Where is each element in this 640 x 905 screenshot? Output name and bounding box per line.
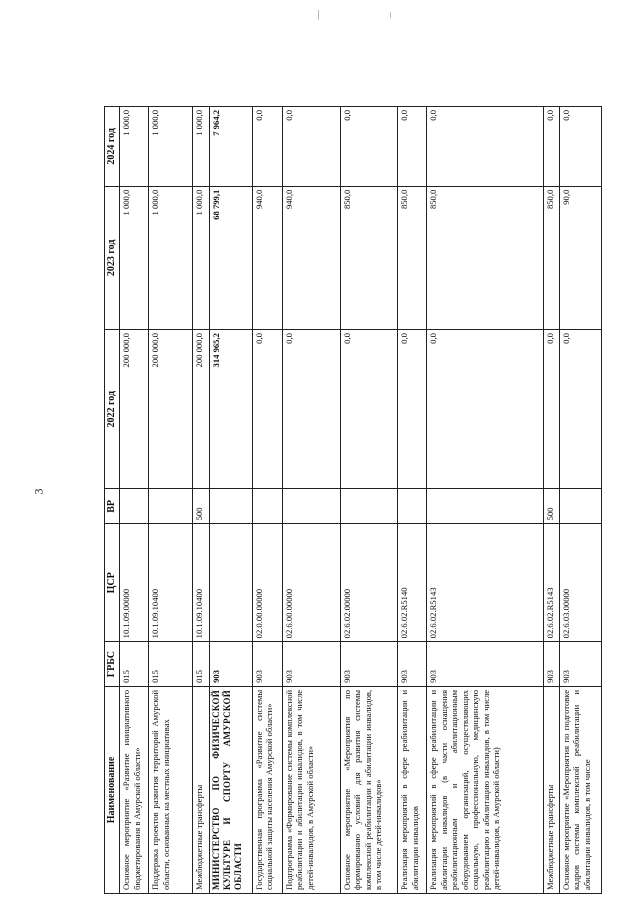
row-value-2022: 200 000,0 bbox=[149, 330, 193, 489]
table-row bbox=[427, 107, 544, 894]
row-value-2022: 200 000,0 bbox=[193, 330, 209, 489]
table-row bbox=[559, 107, 601, 894]
row-vr: 500 bbox=[193, 489, 209, 524]
row-value-2022: 0,0 bbox=[282, 330, 340, 489]
row-value-2023: 68 799,1 bbox=[209, 186, 252, 329]
row-csr: 02.0.00.00000 bbox=[252, 524, 282, 642]
row-value-2024: 1 000,0 bbox=[193, 107, 209, 187]
row-vr bbox=[120, 489, 149, 524]
row-value-2023: 90,0 bbox=[559, 186, 601, 329]
row-value-2023: 850,0 bbox=[398, 186, 427, 329]
row-vr bbox=[209, 489, 252, 524]
row-value-2022: 0,0 bbox=[543, 330, 559, 489]
row-grbs: 015 bbox=[149, 642, 193, 687]
row-csr: 02.6.03.00000 bbox=[559, 524, 601, 642]
row-value-2023: 940,0 bbox=[252, 186, 282, 329]
header-2022: 2022 год bbox=[105, 330, 120, 489]
row-value-2024: 0,0 bbox=[282, 107, 340, 187]
row-name: Основное мероприятие «Мероприятия по формированию условий для развития системы комплексной реабилитации и абилитации инвалидов, в том числе детей-инвалидов» bbox=[340, 686, 398, 893]
row-value-2024: 0,0 bbox=[398, 107, 427, 187]
row-vr: 500 bbox=[543, 489, 559, 524]
table-row bbox=[398, 107, 427, 894]
row-value-2022: 0,0 bbox=[559, 330, 601, 489]
row-grbs: 903 bbox=[427, 642, 544, 687]
row-grbs: 903 bbox=[543, 642, 559, 687]
table-row bbox=[120, 107, 149, 894]
row-name: МИНИСТЕРСТВО ПО ФИЗИЧЕСКОЙ КУЛЬТУРЕ И СПОРТУ АМУРСКОЙ ОБЛАСТИ bbox=[209, 686, 252, 893]
header-2024: 2024 год bbox=[105, 107, 120, 187]
row-csr: 10.1.09.00000 bbox=[120, 524, 149, 642]
row-value-2022: 0,0 bbox=[252, 330, 282, 489]
row-csr: 02.6.00.00000 bbox=[282, 524, 340, 642]
header-name: Наименование bbox=[105, 686, 120, 893]
row-name: Поддержка проектов развития территорий Амурской области, основанных на местных инициативах bbox=[149, 686, 193, 893]
row-vr bbox=[252, 489, 282, 524]
table-row bbox=[252, 107, 282, 894]
row-name: Межбюджетные трансферты bbox=[193, 686, 209, 893]
row-grbs: 903 bbox=[282, 642, 340, 687]
row-vr bbox=[559, 489, 601, 524]
row-value-2023: 850,0 bbox=[543, 186, 559, 329]
row-csr bbox=[209, 524, 252, 642]
row-value-2024: 1 000,0 bbox=[149, 107, 193, 187]
page-number: 3 bbox=[31, 488, 46, 495]
table-header-row bbox=[105, 107, 120, 894]
row-name: Основное мероприятие «Мероприятия по подготовке кадров системы комплексной реабилитации и абилитации инвалидов, в том числе bbox=[559, 686, 601, 893]
row-value-2022: 200 000,0 bbox=[120, 330, 149, 489]
row-value-2022: 0,0 bbox=[427, 330, 544, 489]
row-name: Государственная программа «Развитие системы социальной защиты населения Амурской области» bbox=[252, 686, 282, 893]
row-csr: 02.6.02.00000 bbox=[340, 524, 398, 642]
row-grbs: 903 bbox=[209, 642, 252, 687]
row-value-2024: 0,0 bbox=[252, 107, 282, 187]
row-vr bbox=[340, 489, 398, 524]
row-grbs: 015 bbox=[193, 642, 209, 687]
row-vr bbox=[427, 489, 544, 524]
row-csr: 02.6.02.R5143 bbox=[427, 524, 544, 642]
budget-table bbox=[104, 106, 602, 894]
row-name: Реализация мероприятий в сфере реабилитации и абилитации инвалидов bbox=[398, 686, 427, 893]
row-value-2023: 1 000,0 bbox=[149, 186, 193, 329]
row-csr: 10.1.09.10400 bbox=[193, 524, 209, 642]
row-value-2024: 0,0 bbox=[543, 107, 559, 187]
row-value-2022: 0,0 bbox=[398, 330, 427, 489]
table-row bbox=[149, 107, 193, 894]
table-row bbox=[193, 107, 209, 894]
row-grbs: 015 bbox=[120, 642, 149, 687]
row-value-2022: 0,0 bbox=[340, 330, 398, 489]
row-vr bbox=[282, 489, 340, 524]
row-value-2024: 0,0 bbox=[340, 107, 398, 187]
row-name: Межбюджетные трансферты bbox=[543, 686, 559, 893]
table-row bbox=[282, 107, 340, 894]
row-name: Подпрограмма «Формирование системы комплексной реабилитации и абилитации инвалидов, в том числе детей-инвалидов, в Амурской области» bbox=[282, 686, 340, 893]
header-vr: ВР bbox=[105, 489, 120, 524]
row-vr bbox=[398, 489, 427, 524]
table-row bbox=[543, 107, 559, 894]
row-value-2023: 1 000,0 bbox=[120, 186, 149, 329]
row-value-2023: 940,0 bbox=[282, 186, 340, 329]
row-grbs: 903 bbox=[398, 642, 427, 687]
row-grbs: 903 bbox=[252, 642, 282, 687]
table-row bbox=[340, 107, 398, 894]
header-grbs: ГРБС bbox=[105, 642, 120, 687]
row-grbs: 903 bbox=[559, 642, 601, 687]
row-vr bbox=[149, 489, 193, 524]
scan-mark bbox=[390, 12, 391, 18]
row-csr: 02.6.02.R5143 bbox=[543, 524, 559, 642]
row-value-2024: 0,0 bbox=[559, 107, 601, 187]
row-csr: 02.6.02.R5140 bbox=[398, 524, 427, 642]
row-value-2024: 1 000,0 bbox=[120, 107, 149, 187]
row-csr: 10.1.09.10400 bbox=[149, 524, 193, 642]
row-value-2023: 850,0 bbox=[427, 186, 544, 329]
row-grbs: 903 bbox=[340, 642, 398, 687]
scan-mark bbox=[318, 10, 319, 20]
table-row bbox=[209, 107, 252, 894]
row-value-2023: 850,0 bbox=[340, 186, 398, 329]
rotated-table-container bbox=[104, 106, 602, 894]
row-value-2022: 314 965,2 bbox=[209, 330, 252, 489]
row-value-2023: 1 000,0 bbox=[193, 186, 209, 329]
row-name: Реализация мероприятий в сфере реабилитации и абилитации инвалидов (в части оснащения реабилитационным и абилитационным оборудованием организаций, осуществляющих социальную, профессиональную, медицинскую реабилитацию и абилитацию инвалидов, в том числе детей-инвалидов, в Амурской области) bbox=[427, 686, 544, 893]
header-2023: 2023 год bbox=[105, 186, 120, 329]
row-value-2024: 0,0 bbox=[427, 107, 544, 187]
row-value-2024: 7 964,2 bbox=[209, 107, 252, 187]
row-name: Основное мероприятие «Развитие инициативного бюджетирования в Амурской области» bbox=[120, 686, 149, 893]
header-csr: ЦСР bbox=[105, 524, 120, 642]
